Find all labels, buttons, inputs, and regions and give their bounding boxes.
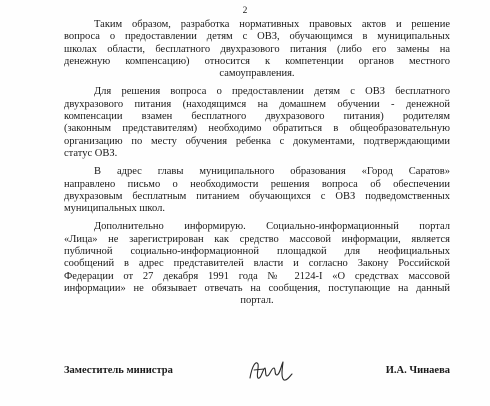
text-line: направлено письмо о необходимости решения вопроса об обеспечении [64, 178, 450, 190]
text-line: Для решения вопроса о предоставлении детям с ОВЗ бесплатного [94, 86, 450, 98]
handwritten-signature [244, 356, 294, 386]
text-line: вопроса о предоставлении детям с ОВЗ, обучающимся в муниципальных [64, 31, 450, 43]
text-line: публичной социально-информационной площадкой для неофициальных [64, 246, 450, 258]
para-saratov-letter [64, 166, 450, 215]
text-line: Дополнительно информирую. Социально-информационный портал [94, 221, 450, 233]
text-line: сообщений в адрес представителей власти и согласно Закону Российской [64, 258, 450, 270]
text-line: «Лица» не зарегистрирован как средство массовой информации, является [64, 233, 450, 245]
para-obv-legal-acts [64, 19, 450, 80]
text-line: В адрес главы муниципального образования «Город Саратов» [94, 166, 450, 178]
text-line: информации» не обязывает отвечать на сообщения, поступающие на данный [64, 282, 450, 294]
text-line: организацию по месту обучения ребенка с документами, подтверждающими [64, 135, 450, 147]
para-portal-info [64, 221, 450, 307]
text-line: самоуправления. [219, 68, 295, 80]
letter-body [64, 19, 450, 314]
text-line: (законным представителям) необходимо обратиться в общеобразовательную [64, 123, 450, 135]
signatory-name: И.А. Чинаева [385, 365, 450, 376]
page-number: 2 [242, 6, 248, 16]
text-line: муниципальных школ. [64, 203, 165, 215]
text-line: двухразового питания (находящимся на домашнем обучении - денежной [64, 98, 450, 110]
text-line: Таким образом, разработка нормативных правовых актов и решение [94, 19, 450, 30]
signatory-title: Заместитель министра [64, 365, 173, 376]
text-line: Федерации от 27 декабря 1991 года № 2124-I «О средствах массовой [64, 270, 450, 282]
text-line: школах области, бесплатного двухразового питания (либо его замены на [64, 43, 450, 55]
signature-block [64, 356, 450, 388]
para-parents-application [64, 86, 450, 160]
text-line: статус ОВЗ. [64, 147, 118, 159]
text-line: двухразовым бесплатным питанием обучающихся с ОВЗ подведомственных [64, 190, 450, 202]
text-line: денежную компенсацию) относится к компетенции органов местного [64, 55, 450, 67]
text-line: компенсации взамен бесплатного двухразового питания) родителям [64, 111, 450, 123]
text-line: портал. [240, 295, 274, 307]
